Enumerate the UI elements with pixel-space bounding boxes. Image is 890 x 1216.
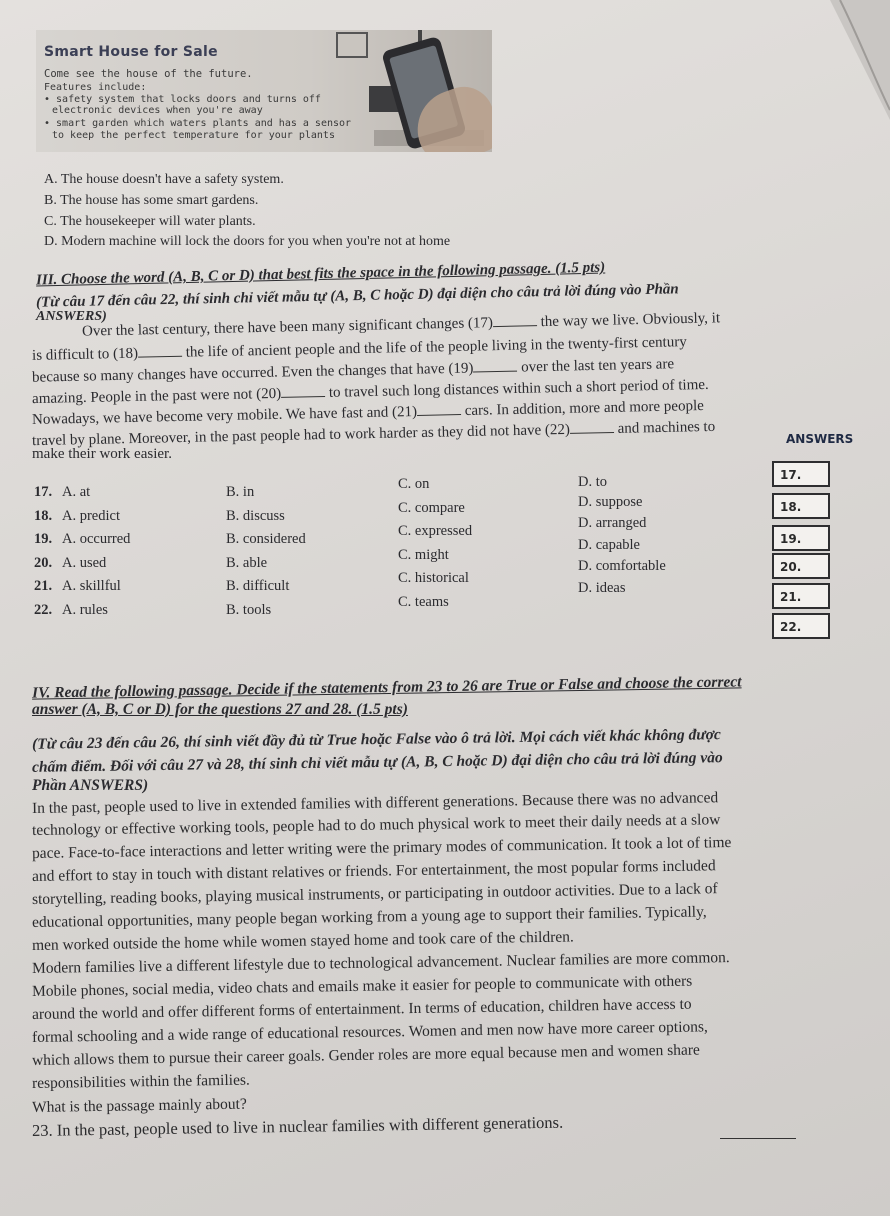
ad-line: to keep the perfect temperature for your plants — [52, 130, 335, 141]
blank-20 — [281, 384, 325, 398]
option-c: C. teams — [398, 594, 449, 610]
option-d: D. arranged — [578, 515, 647, 531]
passage4-line: pace. Face-to-face interactions and letter writing were the primary modes of communication. It took a lot of time — [31, 834, 732, 862]
option-c: C. on — [398, 476, 430, 492]
passage4-line: which allows them to pursue their career goals. Gender roles are more equal because men and women share — [31, 1041, 701, 1069]
section4-note-vi-end: Phần ANSWERS) — [32, 777, 149, 794]
picture-frame-icon — [336, 32, 368, 58]
option-b: B. in — [226, 484, 255, 500]
blank-19 — [473, 359, 517, 373]
answer-box-18[interactable]: 18. — [772, 493, 830, 519]
passage4-line: Modern families live a different lifestyle due to technological advancement. Nuclear families are more common. — [31, 949, 730, 977]
option-c: C. expressed — [398, 523, 473, 539]
passage4-line: technology or effective working tools, people had to do much physical work to meet their daily needs at a slow — [31, 811, 721, 839]
section4-note-vi-cont: chấm điểm. Đối với câu 27 và 28, thí sinh chỉ viết mẫu tự (A, B, C hoặc D) đại diện cho câu trả lời đúng vào — [31, 749, 723, 776]
option-c: C. compare — [398, 500, 465, 516]
option-a: A. rules — [62, 602, 108, 618]
ad-line: • safety system that locks doors and turns off — [44, 94, 321, 105]
option-d: D. comfortable — [578, 558, 666, 574]
option-b: B. considered — [226, 531, 306, 547]
question-number: 22. — [34, 602, 53, 618]
answer-box-21[interactable]: 21. — [772, 583, 830, 609]
q16-option-c: C. The housekeeper will water plants. — [44, 214, 256, 229]
ad-line: electronic devices when you're away — [52, 105, 263, 116]
option-b: B. difficult — [226, 578, 290, 594]
option-b: B. able — [226, 555, 268, 571]
section3-note-vi-cont: ANSWERS) — [36, 309, 107, 324]
option-c: C. might — [398, 547, 449, 563]
blank-22 — [570, 420, 614, 434]
option-a: A. predict — [62, 508, 120, 524]
blank-18 — [138, 344, 182, 358]
ad-line: Come see the house of the future. — [44, 68, 253, 80]
q16-option-a: A. The house doesn't have a safety system. — [44, 172, 284, 187]
option-a: A. at — [62, 484, 91, 500]
question-number: 20. — [34, 555, 53, 571]
option-a: A. occurred — [62, 531, 131, 547]
blank-17 — [493, 313, 537, 327]
option-d: D. capable — [578, 537, 640, 553]
statement-23: 23. In the past, people used to live in nuclear families with different generations. — [31, 1112, 564, 1140]
passage4-line: educational opportunities, many people began working from a young age to support their families. Typically, — [31, 903, 707, 931]
passage4-line: In the past, people used to live in extended families with different generations. Because there was no advanced — [31, 789, 719, 817]
ad-title: Smart House for Sale — [44, 44, 218, 60]
answer-box-19[interactable]: 19. — [772, 525, 830, 551]
smart-house-ad — [36, 30, 492, 152]
option-d: D. to — [578, 474, 607, 490]
passage3-line: travel by plane. Moreover, in the past people had to work harder as they did not have (22) and machines to — [31, 418, 716, 450]
passage3-line: amazing. People in the past were not (20) to travel such long distances within such a short period of time. — [31, 376, 709, 408]
paper-corner — [830, 0, 890, 120]
section4-note-vi: (Từ câu 23 đến câu 26, thí sinh viết đầy đủ từ True hoặc False vào ô trả lời. Mọi cách viết khác không được — [31, 726, 721, 753]
passage4-line: Mobile phones, social media, video chats and emails make it easier for people to communicate with others — [31, 972, 693, 1000]
passage4-line: storytelling, reading books, playing musical instruments, or participating in outdoor activities. Due to a lack of — [31, 880, 718, 908]
answer-box-20[interactable]: 20. — [772, 553, 830, 579]
passage4-line: formal schooling and a wide range of educational resources. Women and men now have more career options, — [31, 1018, 708, 1046]
question-prompt: What is the passage mainly about? — [31, 1095, 247, 1116]
option-b: B. discuss — [226, 508, 285, 524]
question-number: 18. — [34, 508, 53, 524]
question-number: 19. — [34, 531, 53, 547]
question-number: 17. — [34, 484, 53, 500]
q16-option-d: D. Modern machine will lock the doors for you when you're not at home — [44, 234, 451, 249]
answer-line[interactable] — [720, 1138, 796, 1139]
passage4-line: around the world and offer different forms of entertainment. In terms of education, children have access to — [31, 995, 692, 1023]
option-d: D. ideas — [578, 580, 626, 596]
passage3-line: because so many changes have occurred. Even the changes that have (19) over the last ten years are — [31, 356, 675, 386]
q16-option-b: B. The house has some smart gardens. — [44, 193, 259, 208]
option-b: B. tools — [226, 602, 272, 618]
option-c: C. historical — [398, 570, 469, 586]
option-a: A. skillful — [62, 578, 121, 594]
passage3-line: is difficult to (18) the life of ancient people and the life of the people living in the twenty-first century — [31, 334, 687, 364]
section3-note-vi: (Từ câu 17 đến câu 22, thí sinh chỉ viết mẫu tự (A, B, C hoặc D) đại diện cho câu trả lời đúng vào Phần — [35, 281, 679, 311]
ad-line: • smart garden which waters plants and has a sensor — [44, 118, 352, 129]
question-number: 21. — [34, 578, 53, 594]
passage4-line: responsibilities within the families. — [31, 1071, 250, 1092]
passage4-line: men worked outside the home while women stayed home and took care of the children. — [31, 928, 574, 954]
section3-heading: III. Choose the word (A, B, C or D) that best fits the space in the following passage. (1.5 pts) — [35, 259, 606, 289]
answer-box-22[interactable]: 22. — [772, 613, 830, 639]
answers-title: ANSWERS — [786, 432, 854, 446]
passage3-line: Nowadays, we have become very mobile. We have fast and (21) cars. In addition, more and more people — [31, 397, 704, 429]
answer-box-17[interactable]: 17. — [772, 461, 830, 487]
passage3-line: Over the last century, there have been many significant changes (17) the way we live. Obviously, it — [81, 310, 721, 340]
option-d: D. suppose — [578, 494, 643, 510]
passage3-line: make their work easier. — [32, 446, 172, 462]
passage4-line: and effort to stay in touch with distant relatives or friends. For entertainment, the most popular forms included — [31, 857, 716, 885]
ad-line: Features include: — [44, 82, 147, 93]
blank-21 — [417, 402, 461, 416]
section4-heading-cont: answer (A, B, C or D) for the questions 27 and 28. (1.5 pts) — [32, 701, 408, 718]
option-a: A. used — [62, 555, 107, 571]
section4-heading: IV. Read the following passage. Decide if the statements from 23 to 26 are True or False and choose the correct — [31, 673, 742, 702]
